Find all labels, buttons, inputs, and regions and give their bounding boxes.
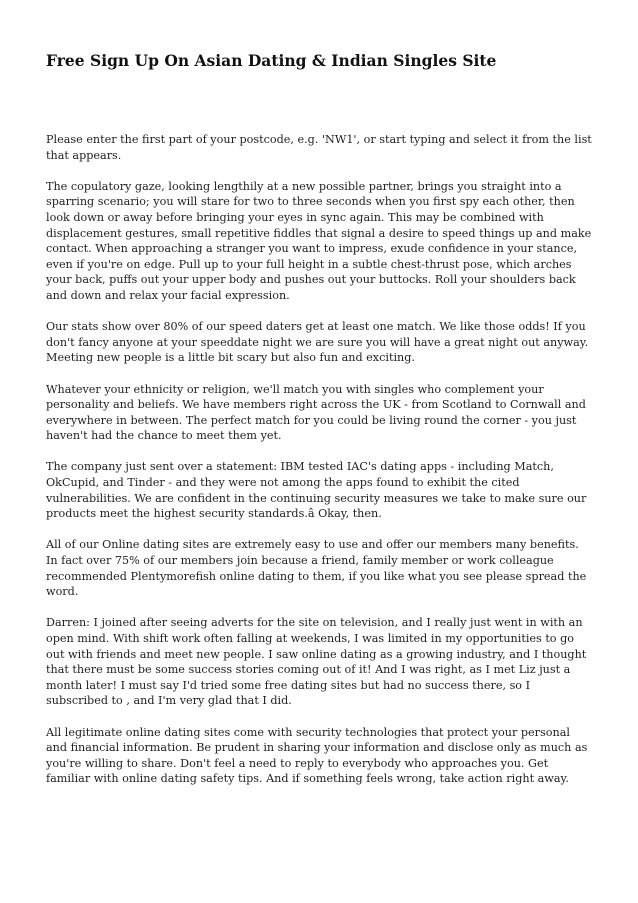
article-body <box>46 132 592 803</box>
paragraph-ethnicity: Whatever your ethnicity or religion, we'll match you with singles who complement your personality and beliefs. We have members right across the UK - from Scotland to Cornwall and everywhere in between. The perfect match for you could be living round the corner - you just haven't had the chance to meet them yet. <box>46 382 586 443</box>
paragraph-company-statement: The company just sent over a statement: IBM tested IAC's dating apps - including Match, OkCupid, and Tinder - and they were not among the apps found to exhibit the cited vulnerabilities. We are confident in the continuing security measures we take to make sure our products meet the highest security standards.â Okay, then. <box>46 460 587 521</box>
paragraph-stats: Our stats show over 80% of our speed daters get at least one match. We like those odds! If you don't fancy anyone at your speeddate night we are sure you will have a great night out anyway. Meeting new people is a little bit scary but also fun and exciting. <box>46 320 589 365</box>
paragraph-postcode: Please enter the first part of your postcode, e.g. 'NW1', or start typing and select it from the list that appears. <box>46 133 592 162</box>
paragraph-copulatory-gaze: The copulatory gaze, looking lengthily at a new possible partner, brings you straight into a sparring scenario; you will stare for two to three seconds when you first spy each other, then look down or away before bringing your eyes in sync again. This may be combined with displacement gestures, small repetitive fiddles that signal a desire to speed things up and make contact. When approaching a stranger you want to impress, exude confidence in your stance, even if you're on edge. Pull up to your full height in a subtle chest-thrust pose, which arches your back, puffs out your upper body and pushes out your buttocks. Roll your shoulders back and down and relax your facial expression. <box>46 179 592 302</box>
page-title: Free Sign Up On Asian Dating & Indian Singles Site <box>46 51 497 70</box>
paragraph-online-dating-sites: All of our Online dating sites are extremely easy to use and offer our members many benefits. In fact over 75% of our members join because a friend, family member or work colleague recommended Plentymorefish online dating to them, if you like what you see please spread the word. <box>46 538 587 599</box>
paragraph-darren-testimonial: Darren: I joined after seeing adverts for the site on television, and I really just went in with an open mind. With shift work often falling at weekends, I was limited in my opportunities to go out with friends and meet new people. I saw online dating as a growing industry, and I thought that there must be some success stories coming out of it! And I was right, as I met Liz just a month later! I must say I'd tried some free dating sites but had no success there, so I subscribed to , and I'm very glad that I did. <box>46 616 587 708</box>
paragraph-security: All legitimate online dating sites come with security technologies that protect your personal and financial information. Be prudent in sharing your information and disclose only as much as you're willing to share. Don't feel a need to reply to everybody who approaches you. Get familiar with online dating safety tips. And if something feels wrong, take action right away. <box>46 725 588 786</box>
